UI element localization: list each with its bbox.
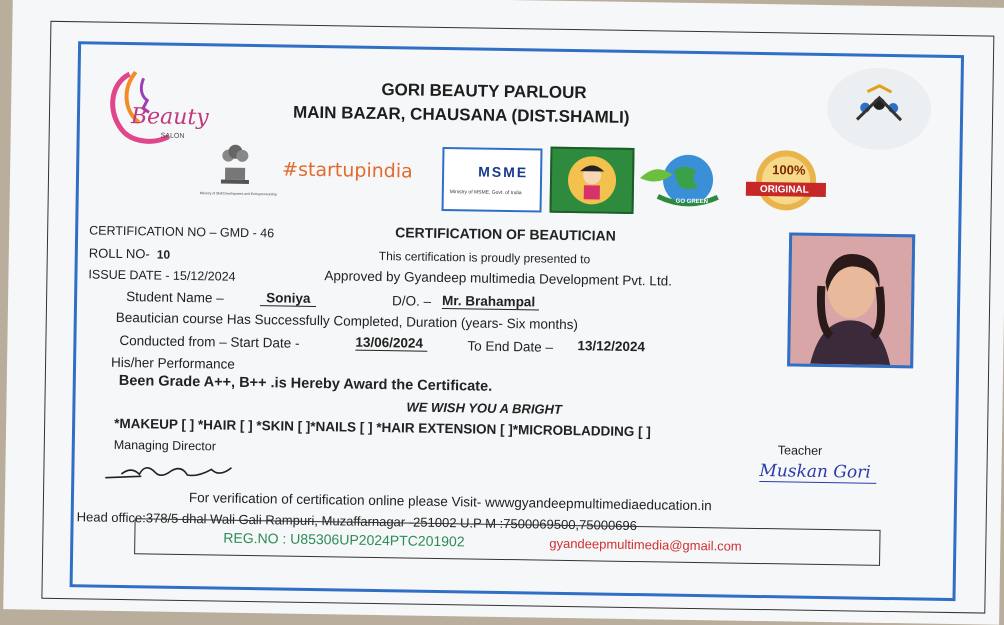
go-green-text: GO GREEN [675, 198, 709, 206]
approved-by: Approved by Gyandeep multimedia Development Pvt. Ltd. [324, 268, 673, 289]
institute-badge [827, 67, 932, 151]
parlour-address: MAIN BAZAR, CHAUSANA (DIST.SHAMLI) [292, 102, 630, 127]
go-green-logo [638, 148, 733, 211]
roll-number-value: 10 [156, 247, 171, 262]
verification-note: For verification of certification online please Visit- wwwgyandeepmultimediaeducation.in [188, 490, 712, 514]
teacher-label: Teacher [777, 443, 823, 458]
conducted-label: Conducted from – Start Date - [119, 332, 300, 351]
presented-text: This certification is proudly presented to [378, 248, 591, 267]
seal-original: ORIGINAL [759, 183, 809, 196]
beti-bachao-logo [550, 147, 635, 214]
salon-subtext: SALON [160, 132, 185, 140]
beauty-salon-text: Beauty [130, 104, 209, 131]
grade-statement: Been Grade A++, B++ .is Hereby Award the Certificate. [118, 372, 493, 395]
director-label: Managing Director [113, 437, 217, 454]
teacher-signature: Muskan Gori [759, 461, 877, 484]
original-seal [744, 148, 829, 213]
startup-india-logo: #startupindia [281, 158, 413, 183]
performance-label: His/her Performance [110, 354, 236, 372]
certificate-paper [3, 0, 1004, 625]
msme-text: MSME [478, 163, 529, 181]
start-date: 13/06/2024 [355, 335, 427, 352]
certification-number: CERTIFICATION NO – GMD - 46 [89, 223, 275, 241]
msme-logo [442, 147, 543, 213]
msme-caption: Ministry of MSME, Govt. of India [449, 189, 522, 197]
emblem-caption: Ministry of Skill Development and Entrepreneurship [199, 191, 277, 197]
issue-date: ISSUE DATE - 15/12/2024 [88, 267, 236, 284]
head-office-address: Head office:378/5 dhal Wali Gali Rampuri, Muzaffarnagar -251002 U.P M :7500069500,75000696 [76, 509, 638, 534]
course-completion: Beautician course Has Successfully Completed, Duration (years- Six months) [115, 309, 579, 333]
beauty-salon-logo [98, 64, 214, 156]
wish-text: WE WISH YOU A BRIGHT [406, 399, 563, 417]
student-photo [787, 232, 915, 368]
parlour-name: GORI BEAUTY PARLOUR [381, 80, 587, 103]
roll-number-label: ROLL NO- [88, 245, 150, 262]
director-signature [101, 456, 241, 488]
national-emblem-icon [215, 137, 256, 190]
do-label: D/O. – [391, 293, 432, 309]
contact-email: gyandeepmultimedia@gmail.com [549, 535, 742, 554]
certificate-title: CERTIFICATION OF BEAUTICIAN [395, 224, 616, 244]
end-date: 13/12/2024 [577, 338, 646, 355]
subjects-list: *MAKEUP [ ] *HAIR [ ] *SKIN [ ]*NAILS [ ] *HAIR EXTENSION [ ]*MICROBLADDING [ ] [114, 415, 651, 440]
seal-percent: 100% [772, 162, 806, 178]
end-date-label: To End Date – [467, 338, 554, 355]
student-name-value: Soniya [260, 290, 317, 307]
student-name-label: Student Name – [126, 289, 224, 306]
registration-number: REG.NO : U85306UP2024PTC201902 [223, 529, 465, 550]
father-name: Mr. Brahampal [442, 293, 539, 311]
